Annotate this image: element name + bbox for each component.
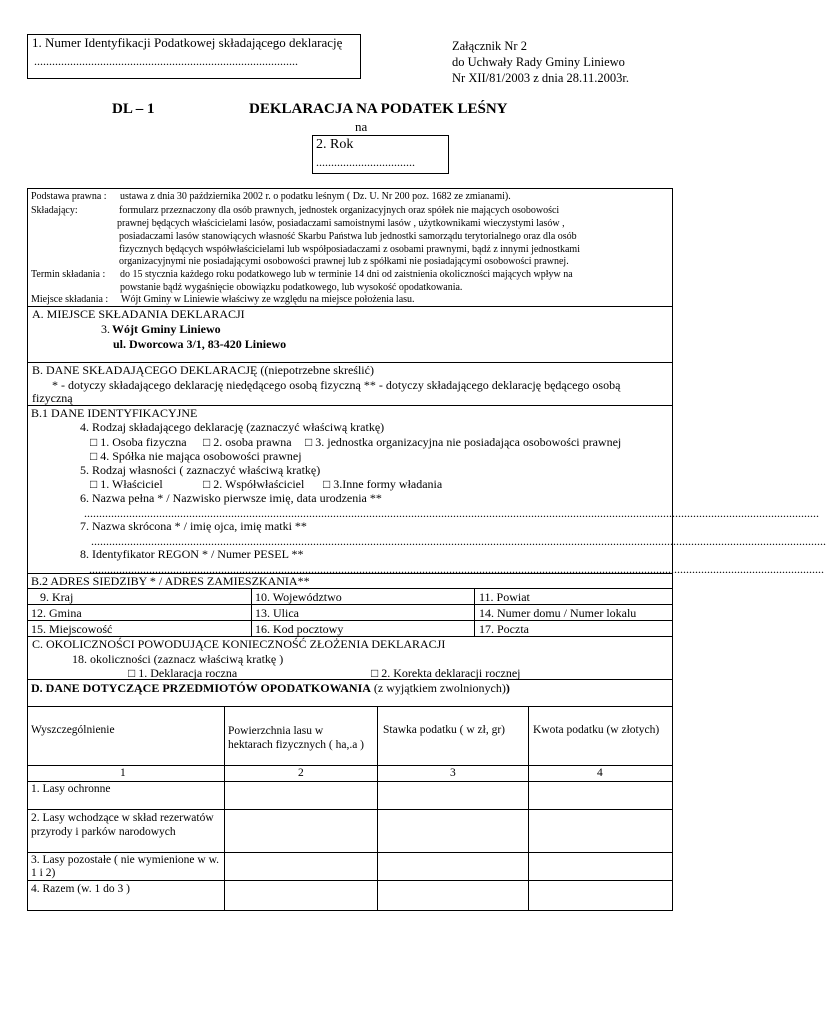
field-5-option-2[interactable]: □ 2. Współwłaściciel xyxy=(203,477,305,491)
field-18-option-2[interactable]: □ 2. Korekta deklaracji rocznej xyxy=(371,666,521,680)
column-number-4: 4 xyxy=(597,767,603,779)
field-7-label: 7. Nazwa skrócona * / imię ojca, imię matki ** xyxy=(80,519,307,533)
table-row-label: 4. Razem (w. 1 do 3 ) xyxy=(31,883,130,895)
field-8-label: 8. Identyfikator REGON * / Numer PESEL ** xyxy=(80,547,304,561)
field-17-post-office[interactable]: 17. Poczta xyxy=(479,622,529,636)
section-d-title: D. DANE DOTYCZĄCE PRZEDMIOTÓW OPODATKOWANIA xyxy=(31,681,371,695)
field-4-option-4[interactable]: □ 4. Spółka nie mająca osobowości prawnej xyxy=(90,449,302,463)
annex-reference xyxy=(452,38,629,86)
section-b-heading: B. DANE SKŁADAJĄCEGO DEKLARACJĘ ((niepotrzebne skreślić) xyxy=(32,363,374,377)
field-4-option-1[interactable]: □ 1. Osoba fizyczna xyxy=(90,435,187,449)
section-d-close-paren: ) xyxy=(505,681,510,695)
termin-line-1: do 15 stycznia każdego roku podatkowego lub w terminie 14 dni od zaistnienia okoliczności mających wpływ na xyxy=(120,269,573,280)
column-divider xyxy=(251,588,252,636)
section-a-recipient: Wójt Gminy Liniewo xyxy=(112,322,221,336)
divider xyxy=(27,765,673,766)
nip-label: 1. Numer Identyfikacji Podatkowej składającego deklarację xyxy=(32,35,343,50)
field-15-city[interactable]: 15. Miejscowość xyxy=(31,622,113,636)
skladajacy-line-4: fizycznych będących współwłaścicielami lub współposiadaczami z osobami prawnymi, bądź z innymi jednostkami xyxy=(119,244,580,255)
divider xyxy=(27,706,673,707)
section-b1-heading: B.1 DANE IDENTYFIKACYJNE xyxy=(31,406,198,420)
field-4-option-3[interactable]: □ 3. jednostka organizacyjna nie posiadająca osobowości prawnej xyxy=(305,435,622,449)
amount-input-row-3[interactable] xyxy=(529,853,672,879)
column-number-2: 2 xyxy=(298,767,304,779)
area-input-total[interactable] xyxy=(225,881,376,910)
section-a-address: ul. Dworcowa 3/1, 83-420 Liniewo xyxy=(113,337,287,351)
termin-label: Termin składania : xyxy=(31,269,106,280)
skladajacy-line-5: organizacyjnymi nie posiadającymi osobowości prawnej lub z spółkami nie posiadającymi osobowości prawnej. xyxy=(119,256,569,267)
table-row-label: 1. Lasy ochronne xyxy=(31,783,111,795)
miejsce-label: Miejsce składania : xyxy=(31,294,109,305)
field-11-county[interactable]: 11. Powiat xyxy=(479,590,530,604)
termin-line-2: powstanie bądź wygaśnięcie obowiązku podatkowego, lub wysokość opodatkowania. xyxy=(120,282,463,293)
field-18-option-1[interactable]: □ 1. Deklaracja roczna xyxy=(128,666,238,680)
column-header-amount: Kwota podatku (w złotych) xyxy=(533,724,660,736)
field-5-option-3[interactable]: □ 3.Inne formy władania xyxy=(323,477,443,491)
field-6-input[interactable]: ..................................................................................................................................................................................................................................................... xyxy=(84,506,819,520)
field-18-label: 18. okoliczności (zaznacz właściwą kratkę ) xyxy=(72,652,284,666)
field-12-commune[interactable]: 12. Gmina xyxy=(31,606,82,620)
rate-input-row-3[interactable] xyxy=(378,853,527,879)
divider xyxy=(27,620,673,621)
field-14-house-number[interactable]: 14. Numer domu / Numer lokalu xyxy=(479,606,637,620)
area-input-row-2[interactable] xyxy=(225,810,376,851)
amount-input-total[interactable] xyxy=(529,881,672,910)
field-10-voivodeship[interactable]: 10. Województwo xyxy=(255,590,342,604)
form-code: DL – 1 xyxy=(112,101,155,117)
field-4-option-2[interactable]: □ 2. osoba prawna xyxy=(203,435,292,449)
table-row-label: 3. Lasy pozostałe ( nie wymienione w w. 1 i 2) xyxy=(31,854,219,879)
year-field[interactable]: ................................. xyxy=(316,155,415,169)
podstawa-label: Podstawa prawna : xyxy=(31,191,107,202)
year-label: 2. Rok xyxy=(316,137,354,152)
section-a-heading: A. MIEJSCE SKŁADANIA DEKLARACJI xyxy=(32,307,245,321)
section-d-note: (z wyjątkiem zwolnionych) xyxy=(373,681,506,695)
column-header-area: Powierzchnia lasu w hektarach fizycznych ( ha,.a ) xyxy=(228,725,365,751)
section-c-heading: C. OKOLICZNOŚCI POWODUJĄCE KONIECZNOŚĆ ZŁOŻENIA DEKLARACJI xyxy=(32,637,446,651)
column-header-rate: Stawka podatku ( w zł, gr) xyxy=(383,724,505,736)
section-b2-heading: B.2 ADRES SIEDZIBY * / ADRES ZAMIESZKANIA** xyxy=(31,574,310,588)
skladajacy-line-1: formularz przeznaczony dla osób prawnych, jednostek organizacyjnych oraz spółek nie mających osobowości xyxy=(119,205,560,216)
column-header-description: Wyszczególnienie xyxy=(31,724,115,736)
field-4-label: 4. Rodzaj składającego deklarację (zaznaczyć właściwą kratkę) xyxy=(80,420,385,434)
annex-line-3: Nr XII/81/2003 z dnia 28.11.2003r. xyxy=(452,71,629,85)
field-8-input[interactable]: ..................................................................................................................................................................................................................................................... xyxy=(89,562,824,576)
divider xyxy=(27,588,673,589)
divider xyxy=(27,604,673,605)
field-5-option-1[interactable]: □ 1. Właściciel xyxy=(90,477,163,491)
field-7-input[interactable]: ..................................................................................................................................................................................................................................................... xyxy=(91,534,826,548)
column-number-1: 1 xyxy=(120,767,126,779)
section-a-num: 3. xyxy=(101,322,110,336)
column-divider xyxy=(474,588,475,636)
form-title: DEKLARACJA NA PODATEK LEŚNY xyxy=(249,101,508,117)
field-16-postal-code[interactable]: 16. Kod pocztowy xyxy=(255,622,344,636)
skladajacy-line-3: posiadaczami lasów stanowiących własność Skarbu Państwa lub jednostki samorządu terytorialnego oraz dla osób xyxy=(119,231,577,242)
column-number-3: 3 xyxy=(450,767,456,779)
amount-input-row-1[interactable] xyxy=(529,782,672,808)
skladajacy-line-2: prawnej będących właścicielami lasów, posiadaczami samoistnymi lasów , użytkownikami wieczystymi lasów , xyxy=(117,218,565,229)
nip-field[interactable]: ........................................................................................ xyxy=(34,54,298,68)
annex-line-1: Załącznik Nr 2 xyxy=(452,39,527,53)
miejsce-text: Wójt Gminy w Liniewie właściwy ze względu na miejsce położenia lasu. xyxy=(121,294,415,305)
skladajacy-label: Składający: xyxy=(31,205,78,216)
section-b-note-2: fizyczną xyxy=(32,391,73,405)
podstawa-text: ustawa z dnia 30 października 2002 r. o podatku leśnym ( Dz. U. Nr 200 poz. 1682 ze zmianami). xyxy=(120,191,511,202)
section-d-heading xyxy=(31,681,510,695)
table-row-label: 2. Lasy wchodzące w skład rezerwatów przyrody i parków narodowych xyxy=(31,812,214,838)
field-5-label: 5. Rodzaj własności ( zaznaczyć właściwą kratkę) xyxy=(80,463,321,477)
rate-input-row-2[interactable] xyxy=(378,810,527,851)
section-b-note-1: * - dotyczy składającego deklarację niedędącego osobą fizyczną ** - dotyczy składającego deklarację będącego osobą xyxy=(52,378,621,392)
field-13-street[interactable]: 13. Ulica xyxy=(255,606,299,620)
area-input-row-1[interactable] xyxy=(225,782,376,808)
area-input-row-3[interactable] xyxy=(225,853,376,879)
rate-input-total[interactable] xyxy=(378,881,527,910)
rate-input-row-1[interactable] xyxy=(378,782,527,808)
divider xyxy=(27,679,673,680)
field-9-country[interactable]: 9. Kraj xyxy=(40,590,74,604)
form-title-na: na xyxy=(355,119,368,134)
field-6-label: 6. Nazwa pełna * / Nazwisko pierwsze imię, data urodzenia ** xyxy=(80,491,382,505)
annex-line-2: do Uchwały Rady Gminy Liniewo xyxy=(452,55,625,69)
amount-input-row-2[interactable] xyxy=(529,810,672,851)
